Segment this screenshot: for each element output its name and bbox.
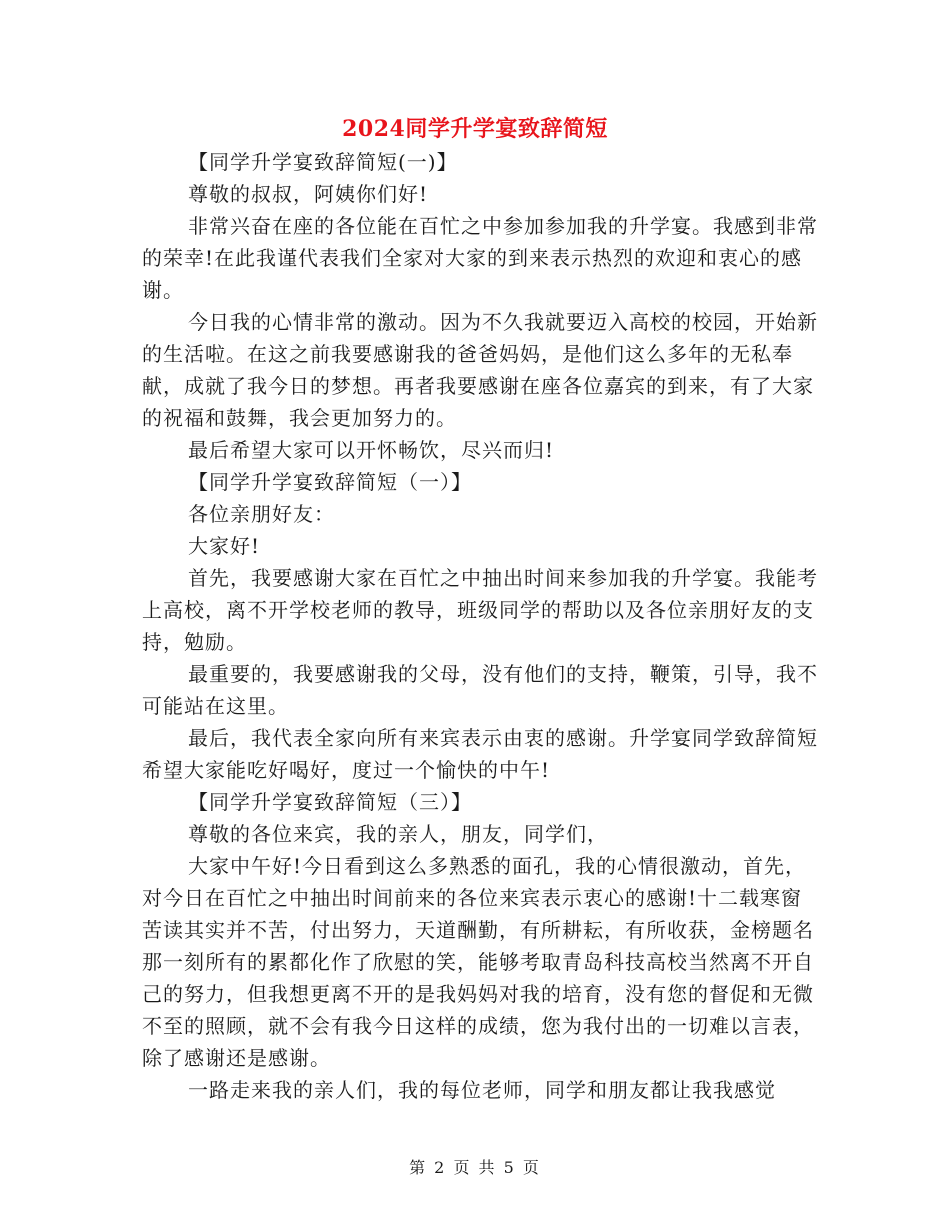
paragraph: 大家中午好!今日看到这么多熟悉的面孔，我的心情很激动，首先，对今日在百忙之中抽出时间前来的各位来宾表示衷心的感谢!十二载寒窗苦读其实并不苦，付出努力，天道酬勤，有所耕耘，有所收获，金榜题名那一刻所有的累都化作了欣慰的笑，能够考取青岛科技高校当然离不开自己的努力，但我想更离不开的是我妈妈对我的培育，没有您的督促和无微不至的照顾，就不会有我今日这样的成绩，您为我付出的一切难以言表，除了感谢还是感谢。 bbox=[142, 854, 814, 1070]
document-title: 2024同学升学宴致辞简短 bbox=[342, 116, 608, 142]
paragraph: 首先，我要感谢大家在百忙之中抽出时间来参加我的升学宴。我能考上高校，离不开学校老师的教导，班级同学的帮助以及各位亲朋好友的支持，勉励。 bbox=[142, 566, 818, 654]
paragraph: 各位亲朋好友： bbox=[188, 502, 335, 526]
paragraph: 最后希望大家可以开怀畅饮，尽兴而归! bbox=[188, 438, 555, 462]
paragraph: 今日我的心情非常的激动。因为不久我就要迈入高校的校园，开始新的生活啦。在这之前我要感谢我的爸爸妈妈，是他们这么多年的无私奉献，成就了我今日的梦想。再者我要感谢在座各位嘉宾的到来，有了大家的祝福和鼓舞，我会更加努力的。 bbox=[142, 310, 818, 430]
paragraph: 尊敬的叔叔，阿姨你们好! bbox=[188, 182, 429, 206]
paragraph: 尊敬的各位来宾，我的亲人，朋友，同学们， bbox=[188, 822, 608, 846]
paragraph: 最重要的，我要感谢我的父母，没有他们的支持，鞭策，引导，我不可能站在这里。 bbox=[142, 662, 818, 718]
paragraph: 【同学升学宴致辞简短(一)】 bbox=[188, 150, 458, 174]
paragraph: 【同学升学宴致辞简短（一）】 bbox=[188, 470, 472, 494]
paragraph: 最后，我代表全家向所有来宾表示由衷的感谢。升学宴同学致辞简短希望大家能吃好喝好，度过一个愉快的中午! bbox=[142, 726, 818, 782]
document-body bbox=[142, 146, 822, 1106]
paragraph: 非常兴奋在座的各位能在百忙之中参加参加我的升学宴。我感到非常的荣幸!在此我谨代表我们全家对大家的到来表示热烈的欢迎和衷心的感谢。 bbox=[142, 214, 818, 302]
page-footer: 第 2 页 共 5 页 bbox=[409, 1158, 541, 1177]
paragraph: 大家好! bbox=[188, 534, 261, 558]
paragraph: 一路走来我的亲人们，我的每位老师，同学和朋友都让我我感觉 bbox=[188, 1078, 776, 1102]
paragraph: 【同学升学宴致辞简短（三）】 bbox=[188, 790, 472, 814]
